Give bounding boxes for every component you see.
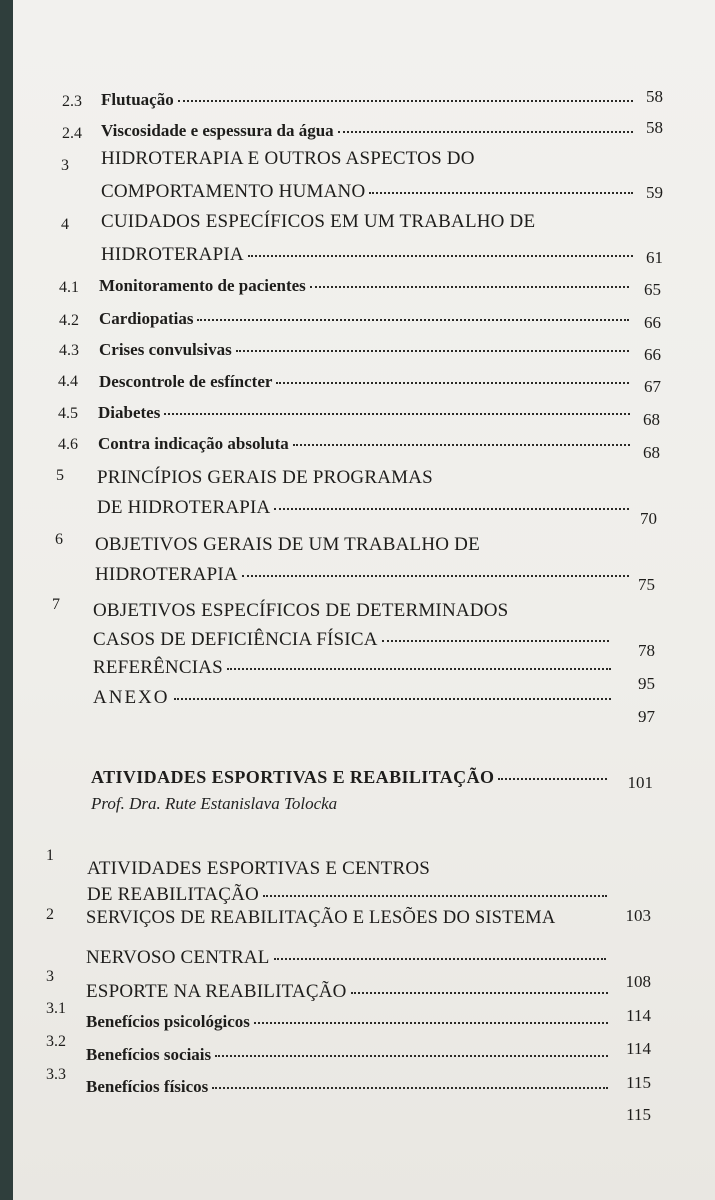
leader-dots [212,1085,608,1089]
entry-line [98,401,630,425]
entry-text: CUIDADOS ESPECÍFICOS EM UM TRABALHO DE [101,211,536,232]
entry-text: NERVOSO CENTRAL [86,947,270,968]
entry-line [93,628,609,652]
entry-line [93,599,653,623]
entry-line [86,1075,608,1099]
entry-line [97,466,637,490]
entry-text: Descontrole de esfíncter [99,372,273,391]
entry-line [87,883,607,907]
leader-dots [236,348,629,352]
entry-text: Viscosidade e espessura da água [101,121,334,140]
entry-page: 75 [638,575,655,594]
section-page: 101 [627,773,653,792]
entry-number: 4.5 [58,405,78,422]
entry-number: 4.4 [58,373,78,390]
entry-line [101,180,633,204]
entry-text: Benefícios físicos [86,1077,209,1096]
entry-number: 4.3 [59,342,79,359]
entry-line [86,946,606,970]
leader-dots [254,1020,608,1024]
entry-line [99,307,629,331]
entry-page: 68 [643,443,660,462]
entry-line [97,496,629,520]
entry-line [101,119,633,143]
entry-text: HIDROTERAPIA [101,244,244,265]
leader-dots [227,666,611,670]
entry-number: 4.6 [58,436,78,453]
entry-text: Flutuação [101,90,174,109]
entry-number: 2.3 [62,93,82,110]
leader-dots [274,956,606,960]
entry-line [98,432,630,456]
leader-dots [382,638,609,642]
entry-line [95,533,655,557]
entry-page: 97 [638,707,655,726]
section-title-text: ATIVIDADES ESPORTIVAS E REABILITAÇÃO [91,767,495,787]
entry-number: 3.3 [46,1066,66,1083]
entry-page: 78 [638,641,655,660]
leader-dots [178,98,633,102]
entry-line [99,274,629,298]
entry-line [93,686,611,710]
entry-text: DE HIDROTERAPIA [97,497,271,518]
entry-page: 95 [638,674,655,693]
entry-text: ATIVIDADES ESPORTIVAS E CENTROS [87,858,431,879]
entry-number: 1 [46,847,54,864]
entry-text: ANEXO [93,687,170,708]
entry-text: Benefícios psicológicos [86,1012,250,1031]
leader-dots [164,411,630,415]
leader-dots [197,317,629,321]
entry-page: 70 [640,509,657,528]
entry-line [87,857,647,881]
entry-text: HIDROTERAPIA [95,564,238,585]
entry-page: 103 [625,906,651,925]
entry-line [86,1043,608,1067]
entry-line [101,243,633,267]
entry-text: Benefícios sociais [86,1045,212,1064]
entry-page: 115 [626,1073,651,1092]
entry-line [93,656,611,680]
entry-line [101,88,633,112]
leader-dots [174,696,612,700]
entry-number: 3 [61,157,69,174]
entry-page: 58 [646,87,663,106]
entry-number: 4 [61,216,69,233]
entry-number: 2 [46,906,54,923]
leader-dots [310,284,629,288]
entry-text: OBJETIVOS GERAIS DE UM TRABALHO DE [95,534,480,555]
entry-text: ESPORTE NA REABILITAÇÃO [86,981,347,1002]
entry-text: OBJETIVOS ESPECÍFICOS DE DETERMINADOS [93,600,509,621]
entry-line [86,980,608,1004]
entry-text: HIDROTERAPIA E OUTROS ASPECTOS DO [101,148,475,169]
entry-text: CASOS DE DEFICIÊNCIA FÍSICA [93,629,378,650]
entry-page: 58 [646,118,663,137]
entry-number: 4.2 [59,312,79,329]
entry-text: Monitoramento de pacientes [99,276,306,295]
entry-text: Diabetes [98,403,161,422]
leader-dots [369,190,633,194]
entry-text: COMPORTAMENTO HUMANO [101,181,366,202]
entry-number: 7 [52,596,60,613]
entry-page: 108 [625,972,651,991]
entry-number: 2.4 [62,125,82,142]
entry-number: 3.1 [46,1000,66,1017]
entry-number: 4.1 [59,279,79,296]
leader-dots [248,253,633,257]
leader-dots [276,380,629,384]
leader-dots [215,1053,608,1057]
leader-dots [293,442,630,446]
entry-page: 68 [643,410,660,429]
entry-line [95,563,629,587]
entry-text: Contra indicação absoluta [98,434,289,453]
entry-number: 6 [55,531,63,548]
entry-page: 65 [644,280,661,299]
leader-dots [274,506,629,510]
entry-page: 115 [626,1105,651,1124]
entry-text: REFERÊNCIAS [93,657,223,678]
entry-line [86,1010,608,1034]
entry-line [86,906,686,930]
entry-text: SERVIÇOS DE REABILITAÇÃO E LESÕES DO SISTEMA [86,908,556,928]
entry-page: 66 [644,313,661,332]
leader-dots [242,573,629,577]
entry-number: 3 [46,968,54,985]
entry-number: 3.2 [46,1033,66,1050]
entry-page: 67 [644,377,661,396]
entry-line [99,370,629,394]
entry-page: 61 [646,248,663,267]
entry-text: DE REABILITAÇÃO [87,884,259,905]
toc-page [13,0,715,1200]
entry-page: 114 [626,1006,651,1025]
entry-page: 114 [626,1039,651,1058]
entry-line [101,147,641,171]
section-author: Prof. Dra. Rute Estanislava Tolocka [91,794,338,813]
section-title [91,765,607,789]
leader-dots [498,778,607,780]
leader-dots [263,893,607,897]
entry-number: 5 [56,467,64,484]
entry-line [99,338,629,362]
leader-dots [338,129,633,133]
entry-page: 66 [644,345,661,364]
entry-line [101,210,661,234]
entry-text: Crises convulsivas [99,340,232,359]
entry-text: PRINCÍPIOS GERAIS DE PROGRAMAS [97,467,433,488]
entry-text: Cardiopatias [99,309,194,328]
leader-dots [351,990,608,994]
entry-page: 59 [646,183,663,202]
